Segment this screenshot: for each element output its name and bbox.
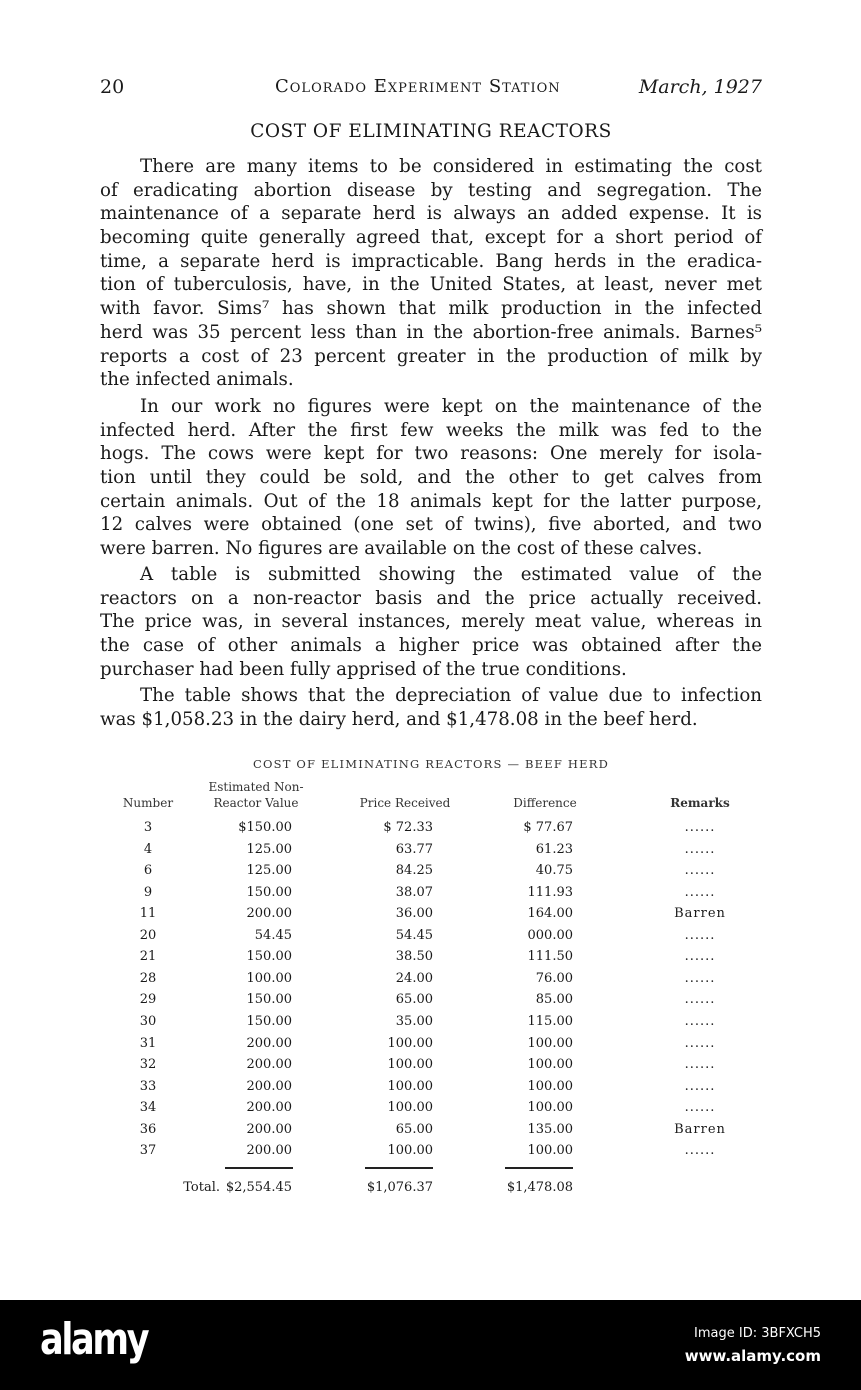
- table-row: [100, 1143, 762, 1165]
- image-id: Image ID: 3BFXCH5: [694, 1326, 821, 1341]
- text-line: were barren. No figures are available on the cost of these calves.: [100, 538, 703, 560]
- cell-difference: 100.00: [527, 1078, 573, 1094]
- paragraph: [100, 684, 762, 731]
- cell-price-received: 65.00: [395, 992, 433, 1008]
- cell-price-received: 100.00: [387, 1100, 433, 1116]
- table-row: [100, 842, 762, 864]
- issue-date: March, 1927: [638, 76, 762, 98]
- paragraph: [100, 563, 762, 681]
- total-rule: [365, 1167, 433, 1169]
- cell-difference: $ 77.67: [523, 820, 573, 835]
- table-row: [100, 863, 762, 885]
- cell-price-received: 100.00: [387, 1035, 433, 1051]
- table-row: [100, 906, 762, 928]
- text-line: In our work no figures were kept on the maintenance of the: [140, 396, 762, 417]
- cell-number: 32: [139, 1057, 157, 1073]
- cell-remarks: ......: [684, 1100, 716, 1116]
- total-price: $1,076.37: [366, 1180, 433, 1195]
- cell-remarks: ......: [684, 1143, 716, 1159]
- cell-difference: 61.23: [535, 841, 573, 857]
- cell-price-received: 65.00: [395, 1121, 433, 1137]
- cell-remarks: ......: [684, 992, 716, 1008]
- cell-difference: 000.00: [527, 927, 573, 943]
- cell-number: 31: [139, 1035, 157, 1051]
- cell-estimated-value: 125.00: [246, 863, 292, 879]
- table-row: [100, 820, 762, 842]
- cell-remarks: ......: [684, 820, 716, 835]
- cell-estimated-value: 54.45: [254, 927, 292, 943]
- cell-number: 30: [139, 1013, 157, 1029]
- text-line: reports a cost of 23 percent greater in the production of milk by: [100, 345, 762, 367]
- text-line: There are many items to be considered in estimating the cost: [140, 156, 762, 177]
- cell-number: 20: [139, 927, 157, 943]
- cell-price-received: 38.07: [395, 884, 433, 900]
- cell-estimated-value: 200.00: [246, 1100, 292, 1116]
- cell-remarks: Barren: [674, 1121, 726, 1137]
- cell-number: 4: [143, 841, 153, 857]
- text-line: 12 calves were obtained (one set of twins), five aborted, and two: [100, 514, 762, 536]
- paragraph: [100, 395, 762, 561]
- text-line: maintenance of a separate herd is always an added expense. It is: [100, 203, 762, 225]
- table-title: COST OF ELIMINATING REACTORS — BEEF HERD: [252, 757, 610, 771]
- cell-estimated-value: 150.00: [246, 884, 292, 900]
- header-estimated-line1: Estimated Non-: [208, 780, 304, 794]
- text-line: The price was, in several instances, merely meat value, whereas in: [100, 611, 762, 633]
- cell-price-received: 24.00: [395, 970, 433, 986]
- text-line: purchaser had been fully apprised of the true conditions.: [100, 658, 627, 680]
- paragraph: [100, 155, 762, 392]
- text-line: the case of other animals a higher price was obtained after the: [100, 635, 762, 657]
- cell-difference: 100.00: [527, 1143, 573, 1159]
- text-line: herd was 35 percent less than in the abortion-free animals. Barnes⁵: [100, 321, 762, 343]
- cell-remarks: Barren: [674, 906, 726, 922]
- site-url: www.alamy.com: [684, 1347, 821, 1365]
- cell-number: 3: [143, 820, 153, 835]
- cell-number: 33: [139, 1078, 157, 1094]
- cell-remarks: ......: [684, 927, 716, 943]
- header-number: Number: [122, 796, 174, 810]
- table-row: [100, 885, 762, 907]
- cell-price-received: 35.00: [395, 1013, 433, 1029]
- cell-remarks: ......: [684, 1013, 716, 1029]
- cell-remarks: ......: [684, 949, 716, 965]
- cell-estimated-value: 200.00: [246, 1078, 292, 1094]
- total-estimated: $2,554.45: [225, 1180, 292, 1195]
- header-remarks: Remarks: [670, 796, 730, 810]
- cell-price-received: $ 72.33: [383, 820, 433, 835]
- station-name: Colorado Experiment Station: [275, 76, 561, 97]
- text-line: of eradicating abortion disease by testing and segregation. The: [100, 179, 762, 201]
- running-head: [100, 76, 762, 100]
- cell-estimated-value: 125.00: [246, 841, 292, 857]
- cell-difference: 40.75: [535, 863, 573, 879]
- text-line: infected herd. After the first few weeks the milk was fed to the: [100, 419, 762, 441]
- cell-price-received: 84.25: [395, 863, 433, 879]
- cell-remarks: ......: [684, 841, 716, 857]
- text-line: the infected animals.: [100, 369, 294, 391]
- cell-estimated-value: 150.00: [246, 949, 292, 965]
- table-row: [100, 1100, 762, 1122]
- text-line: tion of tuberculosis, have, in the United States, at least, never met: [100, 274, 762, 296]
- header-difference: Difference: [513, 796, 577, 810]
- cell-remarks: ......: [684, 863, 716, 879]
- cell-number: 29: [139, 992, 157, 1008]
- text-line: with favor. Sims⁷ has shown that milk production in the infected: [100, 298, 762, 320]
- total-difference: $1,478.08: [506, 1180, 573, 1195]
- text-line: becoming quite generally agreed that, except for a short period of: [100, 227, 762, 249]
- cell-estimated-value: 150.00: [246, 1013, 292, 1029]
- cell-number: 28: [139, 970, 157, 986]
- cell-remarks: ......: [684, 884, 716, 900]
- text-line: A table is submitted showing the estimated value of the: [140, 564, 762, 585]
- table-row: [100, 971, 762, 993]
- cell-number: 6: [143, 863, 153, 879]
- text-line: time, a separate herd is impracticable. Bang herds in the eradica-: [100, 250, 762, 272]
- cell-difference: 164.00: [527, 906, 573, 922]
- alamy-logo: alamy: [40, 1314, 148, 1365]
- text-line: The table shows that the depreciation of value due to infection: [140, 685, 762, 706]
- table-row: [100, 1079, 762, 1101]
- cell-price-received: 38.50: [395, 949, 433, 965]
- cell-difference: 100.00: [527, 1035, 573, 1051]
- total-rule: [225, 1167, 293, 1169]
- cell-difference: 135.00: [527, 1121, 573, 1137]
- cell-price-received: 54.45: [395, 927, 433, 943]
- cell-estimated-value: 200.00: [246, 1143, 292, 1159]
- cell-number: 11: [139, 906, 157, 922]
- cell-remarks: ......: [684, 1035, 716, 1051]
- cell-estimated-value: 100.00: [246, 970, 292, 986]
- cell-difference: 100.00: [527, 1057, 573, 1073]
- table-row: [100, 1122, 762, 1144]
- cell-remarks: ......: [684, 1057, 716, 1073]
- total-label: Total.: [183, 1180, 220, 1195]
- table-row: [100, 1014, 762, 1036]
- cell-number: 37: [139, 1143, 157, 1159]
- cell-estimated-value: 150.00: [246, 992, 292, 1008]
- cell-number: 34: [139, 1100, 157, 1116]
- cell-number: 9: [143, 884, 153, 900]
- cell-remarks: ......: [684, 970, 716, 986]
- text-line: was $1,058.23 in the dairy herd, and $1,478.08 in the beef herd.: [100, 708, 698, 730]
- watermark-banner: [0, 1300, 861, 1390]
- cell-difference: 85.00: [535, 992, 573, 1008]
- cell-price-received: 100.00: [387, 1057, 433, 1073]
- table-row: [100, 1057, 762, 1079]
- cell-price-received: 100.00: [387, 1143, 433, 1159]
- cell-price-received: 63.77: [395, 841, 433, 857]
- cell-difference: 111.93: [527, 884, 573, 900]
- cell-difference: 111.50: [527, 949, 573, 965]
- cell-estimated-value: 200.00: [246, 906, 292, 922]
- cell-price-received: 36.00: [395, 906, 433, 922]
- cell-difference: 76.00: [535, 970, 573, 986]
- table-row: [100, 992, 762, 1014]
- table-row: [100, 949, 762, 971]
- header-price: Price Received: [359, 796, 451, 810]
- cell-estimated-value: 200.00: [246, 1121, 292, 1137]
- page-number: 20: [100, 76, 125, 98]
- header-estimated-line2: Reactor Value: [213, 796, 299, 810]
- cell-difference: 100.00: [527, 1100, 573, 1116]
- cell-number: 36: [139, 1121, 157, 1137]
- section-title: COST OF ELIMINATING REACTORS: [250, 121, 612, 142]
- table-total-row: [100, 1180, 762, 1202]
- table-row: [100, 928, 762, 950]
- total-rule: [505, 1167, 573, 1169]
- cell-estimated-value: 200.00: [246, 1057, 292, 1073]
- cell-remarks: ......: [684, 1078, 716, 1094]
- text-line: reactors on a non-reactor basis and the price actually received.: [100, 587, 762, 609]
- text-line: tion until they could be sold, and the other to get calves from: [100, 467, 762, 489]
- cell-difference: 115.00: [527, 1013, 573, 1029]
- table-row: [100, 1036, 762, 1058]
- cell-price-received: 100.00: [387, 1078, 433, 1094]
- cell-number: 21: [139, 949, 157, 965]
- text-line: hogs. The cows were kept for two reasons: One merely for isola-: [100, 443, 762, 465]
- cell-estimated-value: $150.00: [238, 820, 292, 835]
- cell-estimated-value: 200.00: [246, 1035, 292, 1051]
- text-line: certain animals. Out of the 18 animals kept for the latter purpose,: [100, 490, 762, 512]
